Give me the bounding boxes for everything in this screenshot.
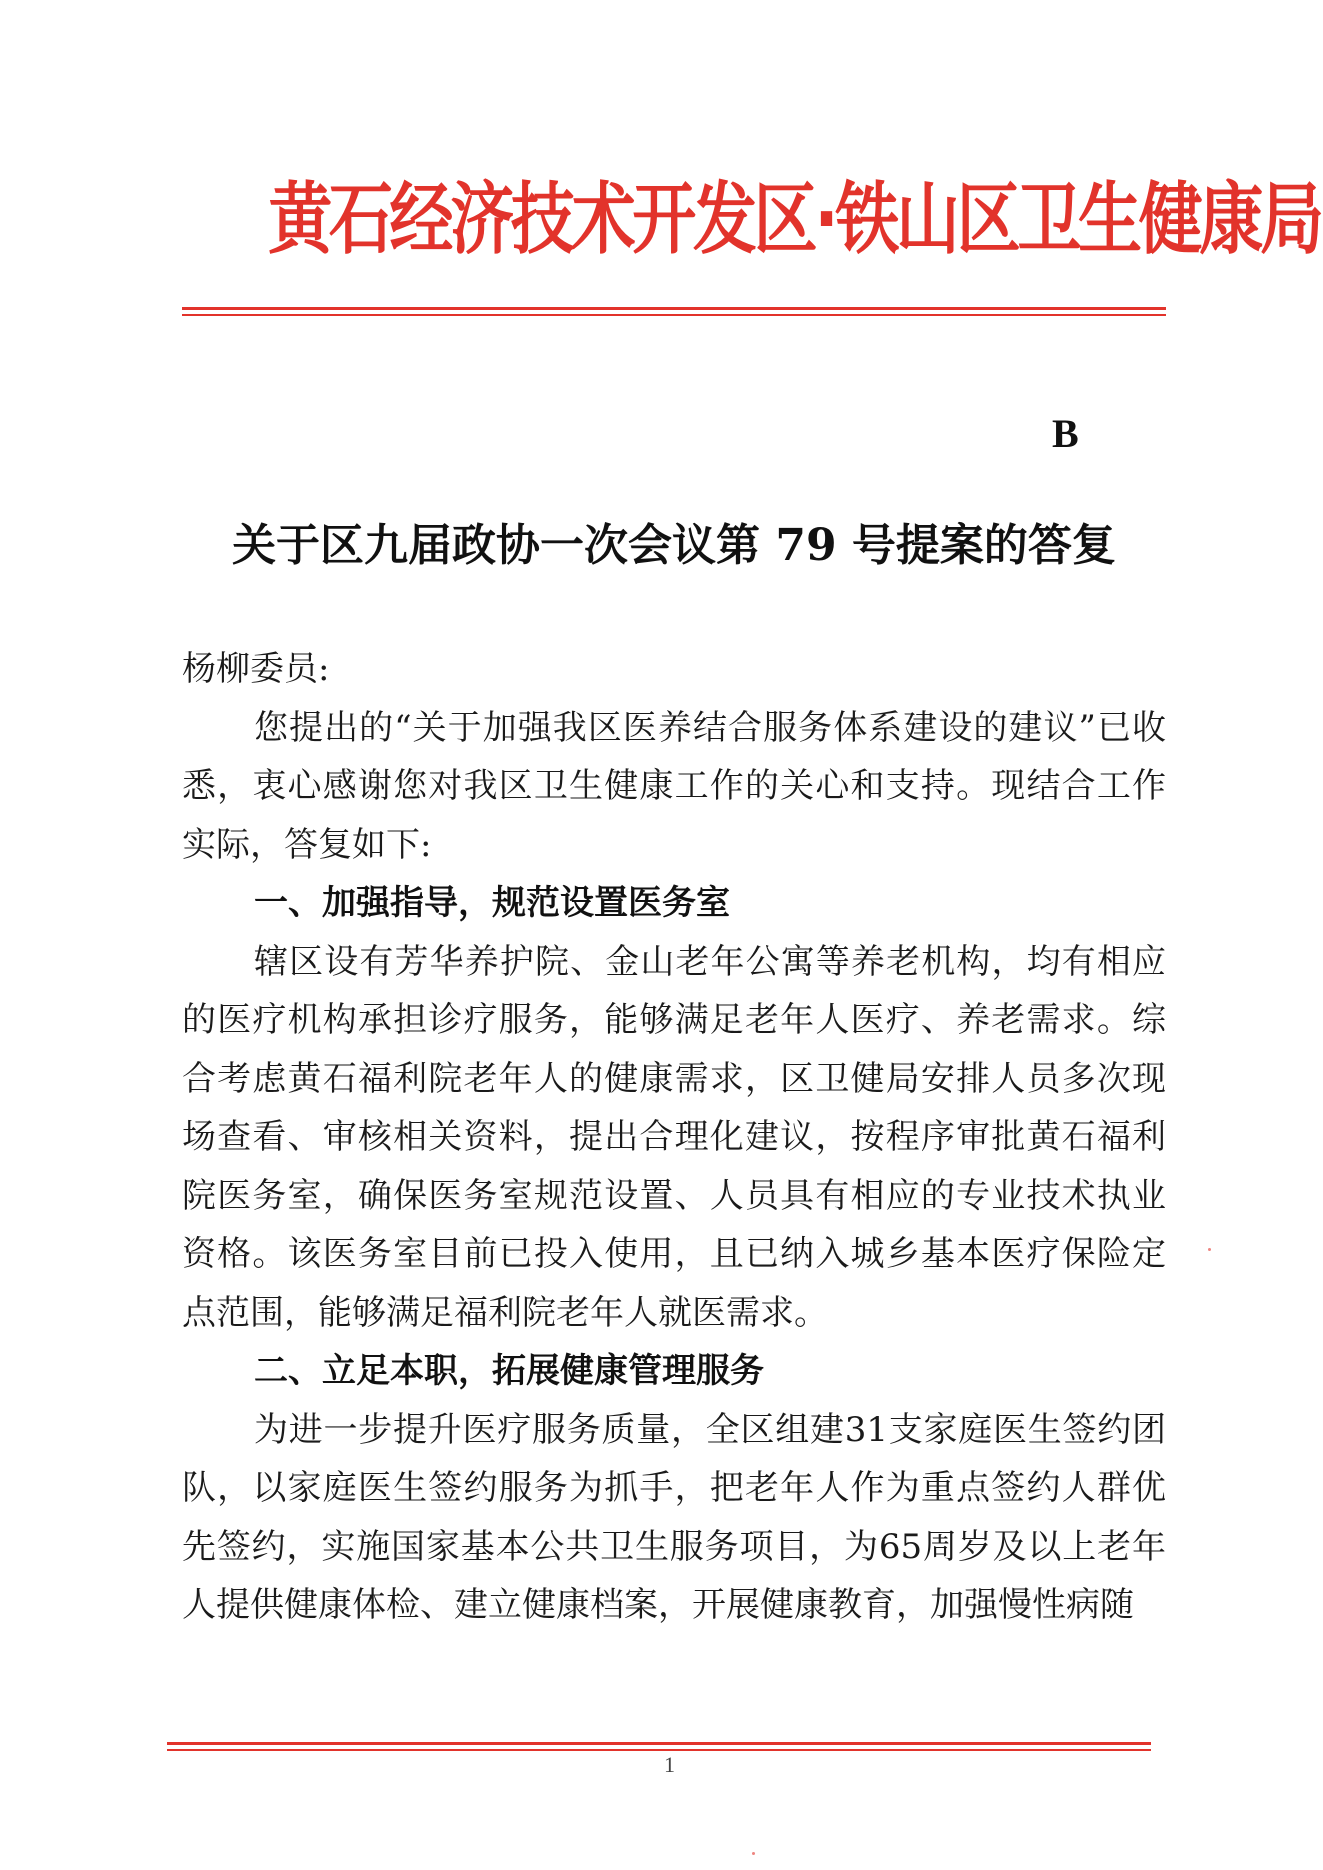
footer-divider xyxy=(167,1742,1151,1752)
letterhead-divider xyxy=(182,307,1166,317)
grade-mark: B xyxy=(1052,411,1079,456)
scan-speck xyxy=(1208,1248,1211,1251)
intro-paragraph: 您提出的“关于加强我区医养结合服务体系建设的建议”已收悉，衷心感谢您对我区卫生健康工作的关心和支持。现结合工作实际，答复如下: xyxy=(182,707,1166,865)
section-body-2: 为进一步提升医疗服务质量，全区组建31支家庭医生签约团队，以家庭医生签约服务为抓手，把老年人作为重点签约人群优先签约，实施国家基本公共卫生服务项目，为65周岁及以上老年人提供健康体检、建立健康档案，开展健康教育，加强慢性病随 xyxy=(182,1409,1166,1625)
page-number: 1 xyxy=(664,1752,675,1777)
document-body xyxy=(182,640,1166,1635)
section-heading-1: 一、加强指导，规范设置医务室 xyxy=(254,883,730,923)
scan-speck xyxy=(752,1852,755,1855)
letterhead-org-name: 黄石经济技术开发区·铁山区卫生健康局 xyxy=(268,175,1321,265)
document-title: 关于区九届政协一次会议第 79 号提案的答复 xyxy=(232,520,1116,571)
salutation: 杨柳委员: xyxy=(182,649,330,689)
section-body-1: 辖区设有芳华养护院、金山老年公寓等养老机构，均有相应的医疗机构承担诊疗服务，能够满足老年人医疗、养老需求。综合考虑黄石福利院老年人的健康需求，区卫健局安排人员多次现场查看、审核相关资料，提出合理化建议，按程序审批黄石福利院医务室，确保医务室规范设置、人员具有相应的专业技术执业资格。该医务室目前已投入使用，且已纳入城乡基本医疗保险定点范围，能够满足福利院老年人就医需求。 xyxy=(182,941,1166,1333)
section-heading-2: 二、立足本职，拓展健康管理服务 xyxy=(254,1351,764,1391)
